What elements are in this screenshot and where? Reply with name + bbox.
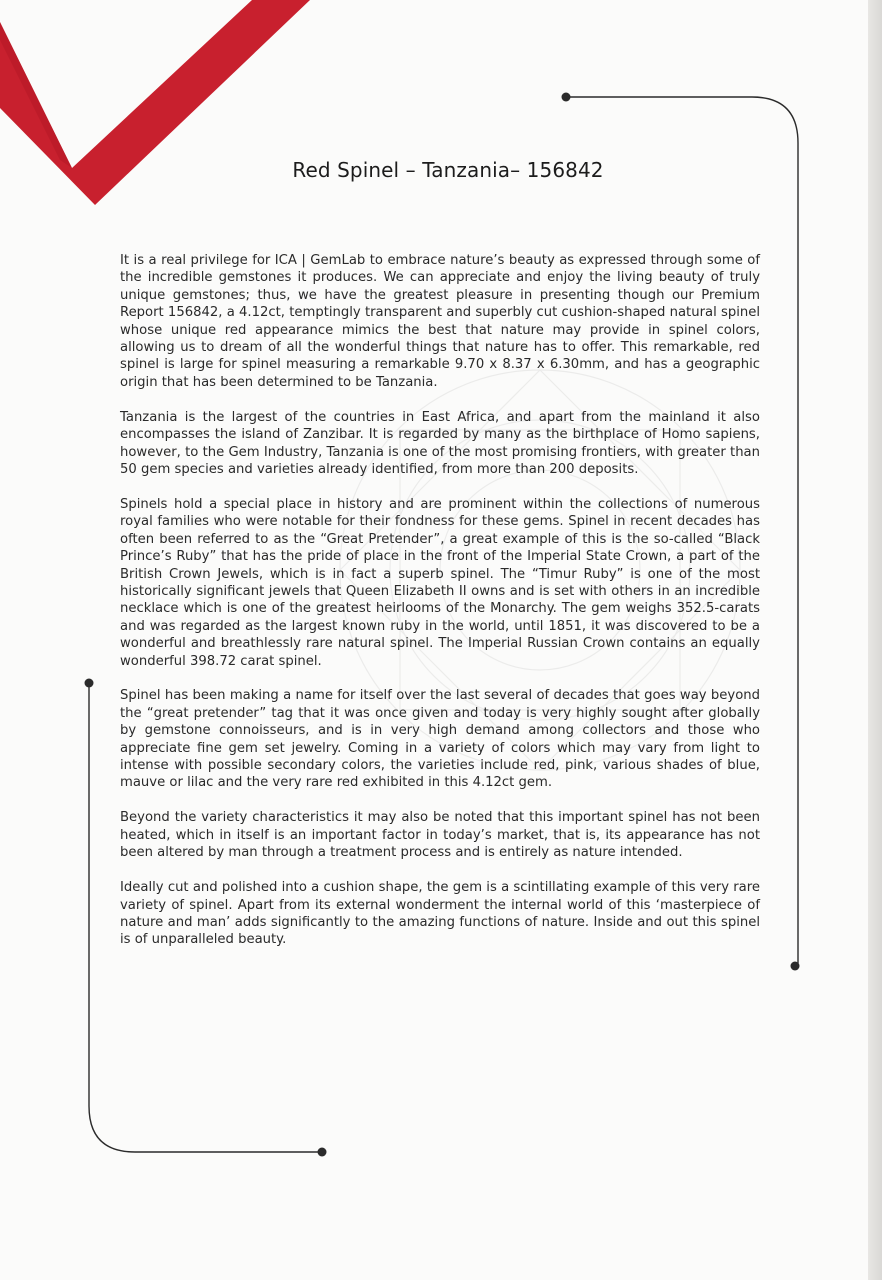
document-body [120, 252, 760, 966]
document-title: Red Spinel – Tanzania– 156842 [292, 158, 604, 182]
paragraph-intro: It is a real privilege for ICA | GemLab to embrace nature’s beauty as expressed through some of the incredible gemstones it produces. We can appreciate and enjoy the living beauty of truly unique gemstones; thus, we have the greatest pleasure in presenting though our Premium Report 156842, a 4.12ct, temptingly transparent and superbly cut cushion-shaped natural spinel whose unique red appearance mimics the best that nature may provide in spinel colors, allowing us to dream of all the wonderful things that nature has to offer. This remarkable, red spinel is large for spinel measuring a remarkable 9.70 x 8.37 x 6.30mm, and has a geographic origin that has been determined to be Tanzania. [120, 253, 760, 390]
paragraph-tanzania: Tanzania is the largest of the countries in East Africa, and apart from the mainland it also encompasses the island of Zanzibar. It is regarded by many as the birthplace of Homo sapiens, however, to the Gem Industry, Tanzania is one of the most promising frontiers, with greater than 50 gem species and varieties already identified, from more than 200 deposits. [120, 409, 760, 477]
paragraph-history: Spinels hold a special place in history and are prominent within the collections of numerous royal families who were notable for their fondness for these gems. Spinel in recent decades has often been referred to as the “Great Pretender”, a great example of this is the so-called “Black Prince’s Ruby” that has the pride of place in the front of the Imperial State Crown, a part of the British Crown Jewels, which is in fact a superb spinel. The “Timur Ruby” is one of the most historically significant jewels that Queen Elizabeth II owns and is set with others in an incredible necklace which is one of the greatest heirlooms of the Monarchy. The gem weighs 352.5-carats and was regarded as the largest known ruby in the world, until 1851, it was discovered to be a wonderful and breathlessly rare natural spinel. The Imperial Russian Crown contains an equally wonderful 398.72 carat spinel. [120, 496, 760, 669]
paragraph-varieties: Spinel has been making a name for itself over the last several of decades that goes way beyond the “great pretender” tag that it was once given and today is very highly sought after globally by gemstone connoisseurs, and is in very high demand among collectors and those who appreciate fine gem set jewelry. Coming in a variety of colors which may vary from light to intense with possible secondary colors, the varieties include red, pink, various shades of blue, mauve or lilac and the very rare red exhibited in this 4.12ct gem. [120, 688, 760, 791]
paragraph-conclusion: Ideally cut and polished into a cushion shape, the gem is a scintillating example of this very rare variety of spinel. Apart from its external wonderment the internal world of this ‘masterpiece of nature and man’ adds significantly to the amazing functions of nature. Inside and out this spinel is of unparalleled beauty. [120, 880, 760, 948]
page-edge-shadow [868, 0, 882, 1280]
paragraph-treatment: Beyond the variety characteristics it may also be noted that this important spinel has not been heated, which in itself is an important factor in today’s market, that is, its appearance has not been altered by man through a treatment process and is entirely as nature intended. [120, 810, 760, 861]
